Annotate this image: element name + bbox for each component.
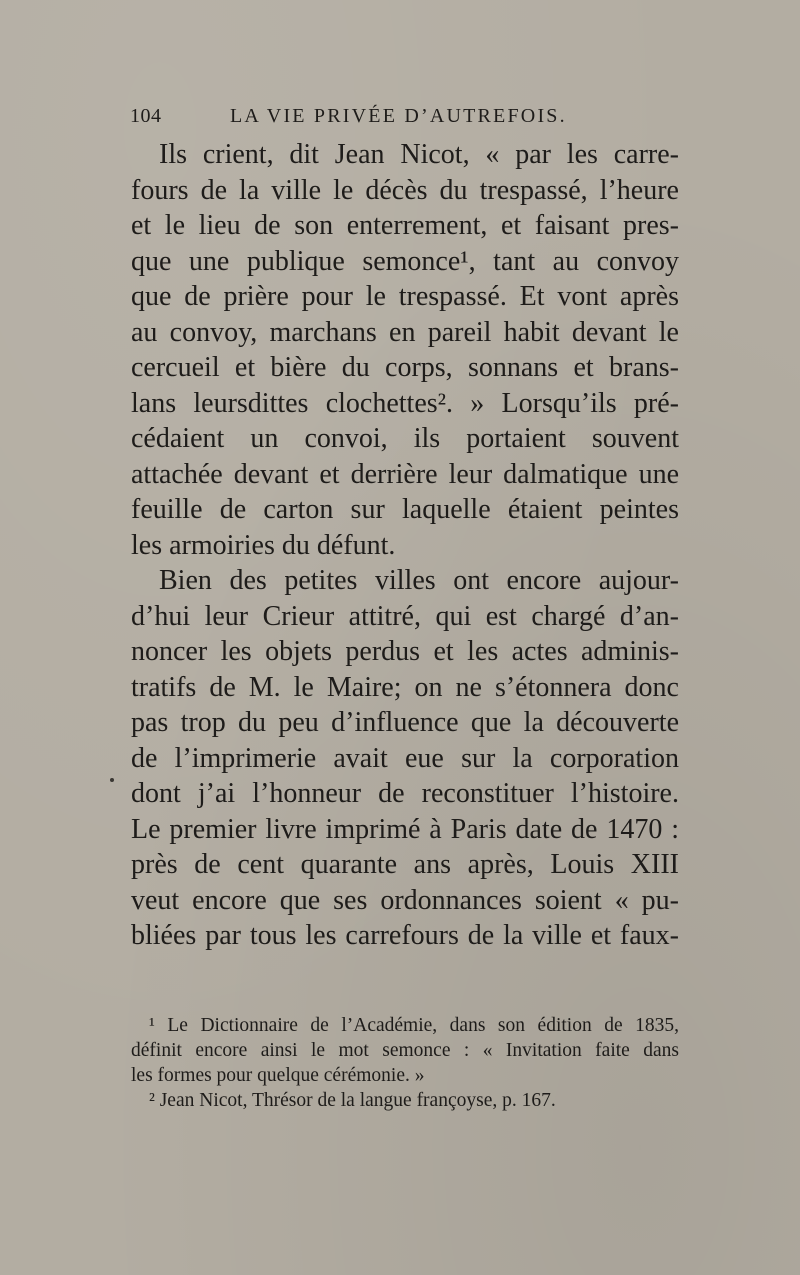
text-line: d’hui leur Crieur attitré, qui est chargé d’an-: [131, 600, 679, 632]
footnote-line: les formes pour quelque cérémonie. »: [131, 1065, 425, 1086]
text-line: de l’imprimerie avait eue sur la corporation: [131, 742, 679, 774]
margin-mark: [110, 778, 114, 782]
running-title: LA VIE PRIVÉE D’AUTREFOIS.: [230, 105, 567, 127]
text-line: dont j’ai l’honneur de reconstituer l’histoire.: [131, 778, 679, 809]
text-line: attachée devant et derrière leur dalmatique une: [131, 458, 679, 490]
text-line: tratifs de M. le Maire; on ne s’étonnera donc: [131, 671, 679, 703]
text-line: près de cent quarante ans après, Louis XIII: [131, 849, 679, 880]
body-text: [131, 137, 679, 954]
text-line: feuille de carton sur laquelle étaient peintes: [131, 494, 679, 525]
footnotes: [131, 1013, 679, 1113]
text-line: Le premier livre imprimé à Paris date de 1470 :: [131, 813, 679, 845]
text-line: bliées par tous les carrefours de la ville et faux-: [131, 920, 679, 951]
text-line: cercueil et bière du corps, sonnans et brans-: [131, 352, 679, 383]
text-line: veut encore que ses ordonnances soient « pu-: [131, 884, 679, 916]
text-line: au convoy, marchans en pareil habit devant le: [131, 316, 679, 348]
text-line: que de prière pour le trespassé. Et vont après: [131, 281, 679, 312]
text-line: Ils crient, dit Jean Nicot, « par les carre-: [159, 139, 679, 170]
page-number: 104: [130, 105, 162, 127]
text-line: lans leursdittes clochettes². » Lorsqu’ils pré-: [131, 387, 679, 419]
running-head: [130, 101, 690, 131]
footnote-line: ¹ Le Dictionnaire de l’Académie, dans son édition de 1835,: [149, 1015, 679, 1036]
footnote-line: ² Jean Nicot, Thrésor de la langue françoyse, p. 167.: [149, 1090, 556, 1111]
text-line: les armoiries du défunt.: [131, 529, 396, 561]
text-line: que une publique semonce¹, tant au convoy: [131, 245, 679, 277]
footnote-line: définit encore ainsi le mot semonce : « Invitation faite dans: [131, 1040, 679, 1061]
text-line: pas trop du peu d’influence que la découverte: [131, 707, 679, 738]
text-line: Bien des petites villes ont encore aujour-: [159, 565, 679, 596]
text-line: cédaient un convoi, ils portaient souvent: [131, 423, 679, 454]
text-line: et le lieu de son enterrement, et faisant pres-: [131, 210, 679, 241]
text-line: fours de la ville le décès du trespassé, l’heure: [131, 174, 679, 206]
text-line: noncer les objets perdus et les actes adminis-: [131, 636, 679, 667]
